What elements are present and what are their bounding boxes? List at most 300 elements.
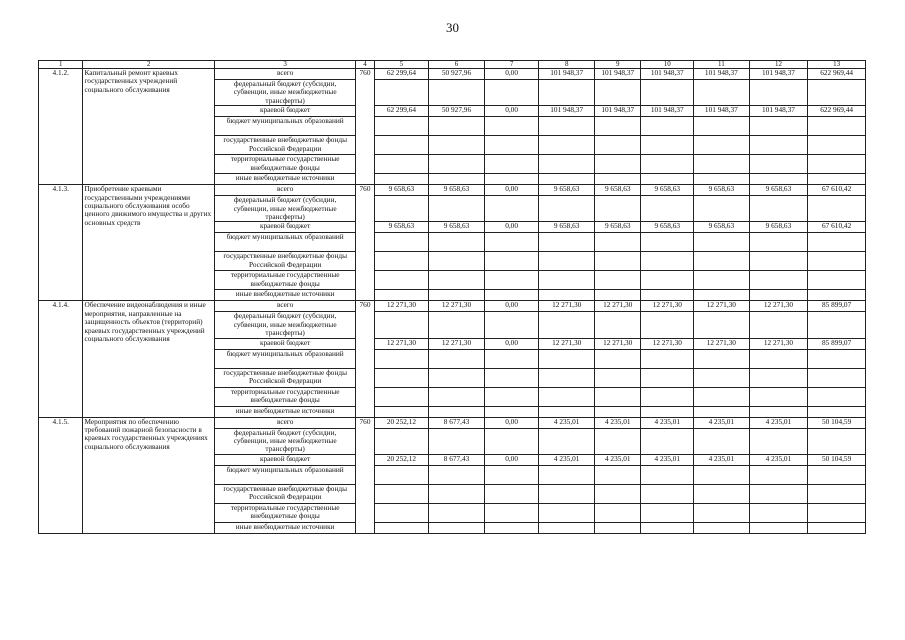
amount-cell: 101 948,37	[641, 69, 694, 80]
amount-cell	[694, 233, 750, 252]
amount-cell	[484, 349, 539, 368]
column-header: 13	[808, 61, 866, 69]
amount-cell	[694, 252, 750, 271]
amount-cell	[484, 503, 539, 522]
amount-cell: 101 948,37	[594, 106, 641, 117]
amount-cell	[694, 136, 750, 155]
amount-cell	[694, 428, 750, 454]
column-header: 6	[429, 61, 485, 69]
amount-cell	[749, 136, 808, 155]
amount-cell	[594, 368, 641, 387]
column-header: 7	[484, 61, 539, 69]
amount-cell	[749, 117, 808, 136]
amount-cell: 4 235,01	[694, 454, 750, 465]
amount-cell	[429, 368, 485, 387]
amount-cell: 9 658,63	[641, 185, 694, 196]
item-col4-code: 760	[356, 185, 374, 301]
amount-cell: 50 927,96	[429, 106, 485, 117]
amount-cell: 9 658,63	[749, 185, 808, 196]
column-header: 9	[594, 61, 641, 69]
amount-cell: 4 235,01	[594, 454, 641, 465]
funding-source: иные внебюджетные источники	[214, 522, 356, 533]
amount-cell	[484, 465, 539, 484]
amount-cell	[594, 428, 641, 454]
amount-cell: 12 271,30	[749, 301, 808, 312]
funding-source: территориальные государственные внебюджетные фонды	[214, 155, 356, 174]
column-header: 3	[214, 61, 356, 69]
funding-source: территориальные государственные внебюджетные фонды	[214, 503, 356, 522]
amount-cell	[749, 271, 808, 290]
amount-cell	[749, 80, 808, 106]
amount-cell	[429, 80, 485, 106]
amount-cell	[594, 349, 641, 368]
amount-cell: 101 948,37	[694, 106, 750, 117]
amount-cell	[374, 406, 429, 417]
amount-cell	[539, 406, 595, 417]
amount-cell	[808, 484, 866, 503]
funding-source: территориальные государственные внебюджетные фонды	[214, 387, 356, 406]
amount-cell	[749, 233, 808, 252]
table-row	[39, 301, 866, 312]
amount-cell	[594, 80, 641, 106]
amount-cell	[484, 252, 539, 271]
amount-cell	[594, 174, 641, 185]
amount-cell	[539, 368, 595, 387]
amount-cell	[808, 406, 866, 417]
amount-cell	[374, 196, 429, 222]
funding-source: иные внебюджетные источники	[214, 406, 356, 417]
amount-cell	[594, 252, 641, 271]
amount-cell	[808, 503, 866, 522]
amount-cell	[694, 484, 750, 503]
funding-source: федеральный бюджет (субсидии, субвенции, иные межбюджетные трансферты)	[214, 312, 356, 338]
amount-cell	[749, 290, 808, 301]
amount-cell	[749, 368, 808, 387]
funding-source: всего	[214, 301, 356, 312]
amount-cell	[539, 252, 595, 271]
item-title: Обеспечение видеонаблюдения и иные мероприятия, направленные на защищенность объектов (территорий) краевых государственных учреждений социального обслуживания	[83, 301, 214, 417]
amount-cell	[641, 368, 694, 387]
amount-cell	[594, 312, 641, 338]
funding-source: федеральный бюджет (субсидии, субвенции, иные межбюджетные трансферты)	[214, 80, 356, 106]
item-title: Капитальный ремонт краевых государственных учреждений социального обслуживания	[83, 69, 214, 185]
amount-cell	[808, 428, 866, 454]
amount-cell: 9 658,63	[429, 222, 485, 233]
funding-source: иные внебюджетные источники	[214, 174, 356, 185]
amount-cell: 12 271,30	[429, 301, 485, 312]
amount-cell	[429, 484, 485, 503]
item-col4-code: 760	[356, 417, 374, 533]
amount-cell	[539, 349, 595, 368]
amount-cell	[429, 155, 485, 174]
amount-cell	[749, 503, 808, 522]
amount-cell	[429, 136, 485, 155]
amount-cell	[694, 522, 750, 533]
funding-source: всего	[214, 185, 356, 196]
amount-cell	[808, 136, 866, 155]
amount-cell	[749, 349, 808, 368]
amount-cell	[694, 80, 750, 106]
amount-cell	[594, 503, 641, 522]
amount-cell	[694, 117, 750, 136]
amount-cell: 50 104,59	[808, 454, 866, 465]
amount-cell	[539, 196, 595, 222]
amount-cell	[484, 312, 539, 338]
item-code: 4.1.2.	[39, 69, 83, 185]
funding-source: бюджет муниципальных образований	[214, 465, 356, 484]
amount-cell	[694, 465, 750, 484]
amount-cell	[374, 233, 429, 252]
amount-cell	[694, 503, 750, 522]
amount-cell	[641, 174, 694, 185]
amount-cell	[641, 465, 694, 484]
amount-cell: 12 271,30	[694, 338, 750, 349]
amount-cell	[429, 252, 485, 271]
amount-cell	[594, 117, 641, 136]
amount-cell: 20 252,12	[374, 417, 429, 428]
amount-cell	[808, 312, 866, 338]
amount-cell	[594, 406, 641, 417]
funding-source: всего	[214, 69, 356, 80]
amount-cell: 67 610,42	[808, 222, 866, 233]
amount-cell	[808, 349, 866, 368]
amount-cell	[641, 290, 694, 301]
amount-cell	[594, 465, 641, 484]
amount-cell	[694, 290, 750, 301]
amount-cell: 0,00	[484, 69, 539, 80]
column-header: 2	[83, 61, 214, 69]
amount-cell: 9 658,63	[694, 185, 750, 196]
amount-cell: 4 235,01	[749, 417, 808, 428]
amount-cell: 12 271,30	[694, 301, 750, 312]
amount-cell	[641, 233, 694, 252]
amount-cell	[539, 136, 595, 155]
amount-cell	[694, 174, 750, 185]
amount-cell	[749, 428, 808, 454]
amount-cell	[429, 290, 485, 301]
funding-source: государственные внебюджетные фонды Российской Федерации	[214, 484, 356, 503]
amount-cell	[374, 271, 429, 290]
amount-cell: 101 948,37	[749, 106, 808, 117]
amount-cell	[641, 428, 694, 454]
amount-cell: 9 658,63	[594, 222, 641, 233]
column-header: 1	[39, 61, 83, 69]
amount-cell	[594, 387, 641, 406]
amount-cell: 622 969,44	[808, 69, 866, 80]
amount-cell	[374, 503, 429, 522]
amount-cell	[694, 387, 750, 406]
amount-cell	[694, 406, 750, 417]
amount-cell	[374, 484, 429, 503]
amount-cell	[808, 465, 866, 484]
amount-cell	[484, 117, 539, 136]
funding-source: краевой бюджет	[214, 338, 356, 349]
amount-cell	[808, 174, 866, 185]
funding-source: федеральный бюджет (субсидии, субвенции, иные межбюджетные трансферты)	[214, 428, 356, 454]
amount-cell: 9 658,63	[374, 185, 429, 196]
amount-cell	[749, 196, 808, 222]
column-header: 10	[641, 61, 694, 69]
amount-cell	[429, 196, 485, 222]
amount-cell	[429, 174, 485, 185]
funding-source: бюджет муниципальных образований	[214, 117, 356, 136]
amount-cell: 12 271,30	[594, 338, 641, 349]
amount-cell: 9 658,63	[749, 222, 808, 233]
amount-cell: 9 658,63	[539, 222, 595, 233]
amount-cell	[641, 252, 694, 271]
amount-cell	[484, 428, 539, 454]
amount-cell	[539, 271, 595, 290]
funding-source: иные внебюджетные источники	[214, 290, 356, 301]
amount-cell: 12 271,30	[641, 338, 694, 349]
amount-cell: 12 271,30	[374, 301, 429, 312]
amount-cell	[808, 522, 866, 533]
amount-cell	[808, 117, 866, 136]
amount-cell	[808, 290, 866, 301]
amount-cell	[808, 387, 866, 406]
amount-cell: 62 299,64	[374, 69, 429, 80]
funding-source: краевой бюджет	[214, 454, 356, 465]
funding-source: территориальные государственные внебюджетные фонды	[214, 271, 356, 290]
amount-cell: 9 658,63	[429, 185, 485, 196]
amount-cell: 9 658,63	[374, 222, 429, 233]
amount-cell: 85 899,07	[808, 301, 866, 312]
amount-cell	[374, 174, 429, 185]
amount-cell	[484, 290, 539, 301]
amount-cell	[808, 155, 866, 174]
amount-cell: 101 948,37	[539, 106, 595, 117]
amount-cell: 101 948,37	[749, 69, 808, 80]
column-header: 11	[694, 61, 750, 69]
column-header: 8	[539, 61, 595, 69]
amount-cell	[429, 465, 485, 484]
amount-cell	[539, 387, 595, 406]
amount-cell	[694, 349, 750, 368]
amount-cell	[749, 484, 808, 503]
amount-cell	[374, 522, 429, 533]
table-row	[39, 185, 866, 196]
amount-cell: 12 271,30	[539, 338, 595, 349]
amount-cell	[641, 349, 694, 368]
amount-cell: 0,00	[484, 185, 539, 196]
amount-cell	[594, 155, 641, 174]
amount-cell: 4 235,01	[694, 417, 750, 428]
amount-cell	[694, 271, 750, 290]
amount-cell: 0,00	[484, 222, 539, 233]
amount-cell: 9 658,63	[641, 222, 694, 233]
amount-cell: 622 969,44	[808, 106, 866, 117]
amount-cell: 62 299,64	[374, 106, 429, 117]
funding-source: краевой бюджет	[214, 106, 356, 117]
column-header: 5	[374, 61, 429, 69]
amount-cell	[808, 80, 866, 106]
amount-cell	[594, 522, 641, 533]
amount-cell	[374, 252, 429, 271]
amount-cell	[429, 349, 485, 368]
amount-cell: 12 271,30	[539, 301, 595, 312]
amount-cell: 67 610,42	[808, 185, 866, 196]
amount-cell	[374, 312, 429, 338]
amount-cell	[484, 233, 539, 252]
amount-cell	[429, 312, 485, 338]
item-title: Приобретение краевыми государственными учреждениями социального обслуживания особо ценного движимого имущества и других основных средств	[83, 185, 214, 301]
amount-cell	[374, 368, 429, 387]
amount-cell: 12 271,30	[749, 338, 808, 349]
amount-cell	[484, 80, 539, 106]
amount-cell	[539, 290, 595, 301]
amount-cell	[641, 484, 694, 503]
amount-cell	[484, 271, 539, 290]
amount-cell: 12 271,30	[374, 338, 429, 349]
amount-cell	[641, 196, 694, 222]
amount-cell	[539, 233, 595, 252]
amount-cell	[641, 312, 694, 338]
amount-cell	[484, 174, 539, 185]
amount-cell: 0,00	[484, 301, 539, 312]
amount-cell	[749, 252, 808, 271]
amount-cell	[641, 503, 694, 522]
amount-cell	[641, 117, 694, 136]
column-header: 12	[749, 61, 808, 69]
amount-cell	[594, 233, 641, 252]
amount-cell	[694, 196, 750, 222]
amount-cell: 4 235,01	[641, 454, 694, 465]
amount-cell: 101 948,37	[641, 106, 694, 117]
funding-source: всего	[214, 417, 356, 428]
amount-cell	[539, 428, 595, 454]
funding-source: бюджет муниципальных образований	[214, 349, 356, 368]
amount-cell	[694, 155, 750, 174]
amount-cell: 8 677,43	[429, 454, 485, 465]
amount-cell: 4 235,01	[749, 454, 808, 465]
amount-cell: 4 235,01	[641, 417, 694, 428]
amount-cell	[539, 484, 595, 503]
amount-cell	[641, 271, 694, 290]
amount-cell	[429, 117, 485, 136]
funding-source: краевой бюджет	[214, 222, 356, 233]
amount-cell	[374, 80, 429, 106]
amount-cell	[374, 155, 429, 174]
amount-cell: 4 235,01	[539, 454, 595, 465]
amount-cell: 101 948,37	[594, 69, 641, 80]
amount-cell	[374, 428, 429, 454]
table-row	[39, 69, 866, 80]
amount-cell	[749, 312, 808, 338]
amount-cell: 101 948,37	[694, 69, 750, 80]
amount-cell	[539, 312, 595, 338]
amount-cell	[484, 406, 539, 417]
column-header-row	[39, 61, 866, 69]
amount-cell: 4 235,01	[594, 417, 641, 428]
amount-cell	[429, 233, 485, 252]
amount-cell	[641, 522, 694, 533]
amount-cell	[641, 387, 694, 406]
amount-cell: 12 271,30	[429, 338, 485, 349]
amount-cell	[641, 136, 694, 155]
table-row	[39, 417, 866, 428]
amount-cell: 0,00	[484, 106, 539, 117]
amount-cell	[694, 368, 750, 387]
amount-cell	[429, 387, 485, 406]
amount-cell	[429, 522, 485, 533]
amount-cell	[429, 503, 485, 522]
budget-table-sheet	[38, 60, 866, 608]
funding-source: государственные внебюджетные фонды Российской Федерации	[214, 136, 356, 155]
item-col4-code: 760	[356, 69, 374, 185]
funding-source: бюджет муниципальных образований	[214, 233, 356, 252]
amount-cell: 0,00	[484, 338, 539, 349]
item-title: Мероприятия по обеспечению требований пожарной безопасности в краевых государственных учреждениях социального обслуживания	[83, 417, 214, 533]
amount-cell	[808, 196, 866, 222]
amount-cell	[374, 136, 429, 155]
amount-cell: 50 104,59	[808, 417, 866, 428]
amount-cell	[484, 155, 539, 174]
amount-cell	[539, 80, 595, 106]
column-header: 4	[356, 61, 374, 69]
amount-cell	[429, 428, 485, 454]
amount-cell	[539, 117, 595, 136]
item-code: 4.1.3.	[39, 185, 83, 301]
amount-cell	[429, 271, 485, 290]
amount-cell	[808, 233, 866, 252]
amount-cell	[641, 155, 694, 174]
amount-cell	[594, 271, 641, 290]
amount-cell	[594, 484, 641, 503]
amount-cell	[484, 387, 539, 406]
amount-cell: 101 948,37	[539, 69, 595, 80]
amount-cell	[749, 465, 808, 484]
amount-cell	[539, 522, 595, 533]
amount-cell	[429, 406, 485, 417]
amount-cell	[641, 80, 694, 106]
item-code: 4.1.5.	[39, 417, 83, 533]
amount-cell	[749, 406, 808, 417]
amount-cell	[484, 196, 539, 222]
amount-cell	[641, 406, 694, 417]
item-code: 4.1.4.	[39, 301, 83, 417]
amount-cell	[749, 522, 808, 533]
amount-cell: 12 271,30	[594, 301, 641, 312]
amount-cell: 85 899,07	[808, 338, 866, 349]
amount-cell	[808, 252, 866, 271]
amount-cell: 50 927,96	[429, 69, 485, 80]
amount-cell: 0,00	[484, 454, 539, 465]
amount-cell: 9 658,63	[594, 185, 641, 196]
amount-cell	[594, 196, 641, 222]
amount-cell: 20 252,12	[374, 454, 429, 465]
amount-cell	[374, 349, 429, 368]
amount-cell: 0,00	[484, 417, 539, 428]
amount-cell	[484, 522, 539, 533]
page-number: 30	[446, 20, 459, 35]
amount-cell: 4 235,01	[539, 417, 595, 428]
amount-cell	[539, 503, 595, 522]
amount-cell	[749, 387, 808, 406]
amount-cell	[374, 117, 429, 136]
amount-cell	[594, 136, 641, 155]
amount-cell: 9 658,63	[694, 222, 750, 233]
amount-cell	[484, 484, 539, 503]
budget-table	[38, 60, 866, 534]
item-col4-code: 760	[356, 301, 374, 417]
amount-cell	[694, 312, 750, 338]
amount-cell: 12 271,30	[641, 301, 694, 312]
amount-cell	[484, 368, 539, 387]
amount-cell	[539, 155, 595, 174]
amount-cell	[374, 290, 429, 301]
funding-source: государственные внебюджетные фонды Российской Федерации	[214, 252, 356, 271]
amount-cell	[539, 174, 595, 185]
